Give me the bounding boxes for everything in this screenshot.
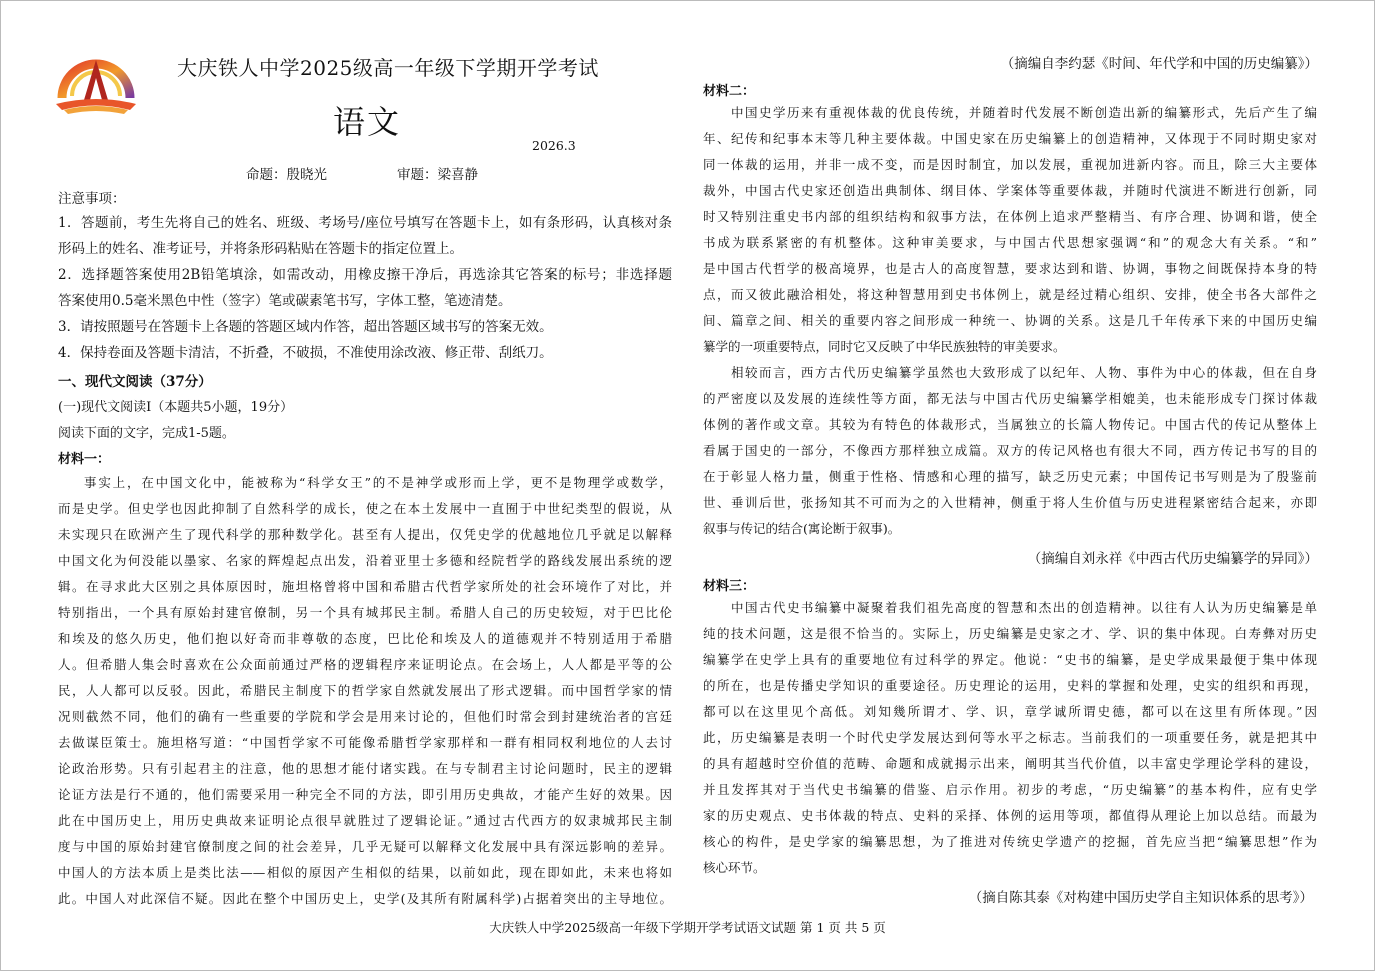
material1-line: 此在中国历史上，用历史典故来证明论点很早就胜过了逻辑论证。”通过古代西方的奴隶城邦民主制	[58, 813, 672, 828]
material3-line: 核心环节。	[703, 860, 766, 875]
material1-line: 度与中国的原始封建官僚制度之间的社会差异，几乎无疑可以解释文化发展中具有深远影响的差异。	[58, 839, 672, 854]
material2-line: 时又特别注重史书内部的组织结构和叙事方法，在体例上追求严整精当、有序合理、协调和谐，使全	[703, 209, 1317, 224]
notice-title: 注意事项：	[58, 191, 126, 207]
material2-line: 体例的著作或文章。其较为有特色的体裁形式，当属独立的长篇人物传记。中国古代的传记从整体上	[703, 417, 1317, 432]
section-instruction: 阅读下面的文字，完成1-5题。	[58, 426, 235, 441]
material2-line: 同一体裁的运用，并非一成不变，而是因时制宜，加以发展，重视加进新内容。而且，除三大主要体	[703, 157, 1317, 172]
source-1: （摘编自李约瑟《时间、年代学和中国的历史编纂》）	[1000, 56, 1318, 72]
material3-body	[703, 595, 1317, 881]
authors	[246, 163, 478, 183]
material1-line: 中国人的方法本质上是类比法——相似的原因产生相似的结果，以前如此，现在即如此，未来也将如	[58, 865, 672, 880]
notice-list	[58, 210, 672, 366]
material1-body	[58, 470, 672, 912]
material2-line: 叙事与传记的结合(寓论断于叙事)。	[703, 521, 901, 536]
material1-line: 民，人人都可以反驳。因此，希腊民主制度下的哲学家自然就发展出了形式逻辑。而中国哲学家的情	[58, 683, 672, 698]
material1-title: 材料一：	[58, 452, 111, 467]
source-3: （摘自陈其泰《对构建中国历史学自主知识体系的思考》）	[968, 890, 1313, 906]
school-logo-icon	[50, 38, 142, 118]
subject-title: 语文	[333, 103, 402, 141]
notice-line: 答案使用0.5毫米黑色中性（签字）笔或碳素笔书写，字体工整，笔迹清楚。	[58, 293, 512, 309]
material1-line: 此。中国人对此深信不疑。因此在整个中国历史上，史学(及其所有附属科学)占据着突出的主导地位。	[58, 891, 672, 906]
material2-line: 裁外，中国古代史家还创造出典制体、纲目体、学案体等重要体裁，并随时代演进不断进行创新，同	[703, 183, 1317, 198]
material1-line: 人。但希腊人集会时喜欢在公众面前通过严格的逻辑程序来证明论点。在会场上，人人都是平等的公	[58, 657, 672, 672]
page-footer: 大庆铁人中学2025级高一年级下学期开学考试语文试题 第 1 页 共 5 页	[489, 920, 886, 935]
material1-line: 中国文化为何没能以墨家、名家的辉煌起点出发，沿着亚里士多德和经院哲学的路线发展出系统的逻	[58, 553, 672, 568]
material2-line: 相较而言，西方古代历史编纂学虽然也大致形成了以纪年、人物、事件为中心的体裁，但在自身	[731, 365, 1317, 380]
material2-body	[703, 100, 1317, 542]
material2-line: 世、垂训后世，张扬知其不可而为之的入世精神，侧重于将人生价值与历史进程紧密结合起来，亦即	[703, 495, 1317, 510]
material3-line: 的所在，也是传播史学知识的重要途径。历史理论的运用，史料的掌握和处理，史实的组织和再现，	[703, 678, 1317, 693]
material1-line: 和埃及的悠久历史，他们抱以好奇而非尊敬的态度，巴比伦和埃及人的道德观并不特别适用于希腊	[58, 631, 672, 646]
material1-line: 而是史学。但史学也因此抑制了自然科学的成长，使之在本土发展中一直囿于中世纪类型的假说，从	[58, 501, 672, 516]
material3-line: 此，历史编纂是表明一个时代史学发展达到何等水平之标志。当前我们的一项重要任务，就是把其中	[703, 730, 1317, 745]
material2-line: 书成为联系紧密的有机整体。这种审美要求，与中国古代思想家强调“和”的观念大有关系。“和”	[703, 235, 1317, 250]
material2-title: 材料二：	[703, 84, 756, 99]
notice-line: 3．请按照题号在答题卡上各题的答题区域内作答，超出答题区域书写的答案无效。	[58, 319, 553, 335]
material2-line: 看属于国史的一部分，不像西方那样独立成篇。双方的传记风格也有很大不同，西方传记书写的目的	[703, 443, 1317, 458]
material3-line: 并且发挥其对于当代史书编纂的借鉴、启示作用。初步的考虑，“历史编纂”的基本构件，应有史学	[703, 782, 1317, 797]
material2-line: 年、纪传和纪事本末等几种主要体裁。中国史家在历史编纂上的创造精神，又体现于不同时期史家对	[703, 131, 1317, 146]
reviewer: 审题：梁喜静	[397, 167, 478, 183]
material3-line: 家的历史观点、史书体裁的特点、史料的采择、体例的运用等项，都值得从理论上加以总结。而最为	[703, 808, 1317, 823]
material1-line: 未实现只在欧洲产生了现代科学的那种数学化。甚至有人提出，仅凭史学的优越地位几乎就足以解释	[58, 527, 672, 542]
notice-line: 4．保持卷面及答题卡清洁，不折叠，不破损，不准使用涂改液、修正带、刮纸刀。	[58, 345, 553, 361]
material3-line: 核心的构件，是史学家的编纂思想，为了推进对传统史学遗产的挖掘，首先应当把“编纂思想”作为	[703, 834, 1317, 849]
school-title: 大庆铁人中学2025级高一年级下学期开学考试	[177, 56, 599, 80]
material3-line: 纯的技术问题，这是很不恰当的。实际上，历史编纂是史家之才、学、识的集中体现。白寿彝对历史	[703, 626, 1317, 641]
material1-line: 事实上，在中国文化中，能被称为“科学女王”的不是神学或形而上学，更不是物理学或数学，	[84, 475, 672, 490]
material2-line: 是中国古代哲学的极高境界，也是古人的高度智慧，要求达到和谐、协调，事物之间既保持本身的特	[703, 261, 1317, 276]
material1-line: 去做谋臣策士。施坦格写道：“中国哲学家不可能像希腊哲学家那样和一群有相同权利地位的人去讨	[58, 735, 672, 750]
material1-line: 辑。在寻求此大区别之具体原因时，施坦格曾将中国和希腊古代哲学家所处的社会环境作了对比，并	[58, 579, 672, 594]
proposer: 命题：殷晓光	[246, 167, 327, 183]
material1-line: 特别指出，一个具有原始封建官僚制，另一个具有城邦民主制。希腊人自己的历史较短，对于巴比伦	[58, 605, 672, 620]
material1-line: 论证方法是行不通的，他们需要采用一种完全不同的方法，即引用历史典故，才能产生好的效果。因	[58, 787, 672, 802]
exam-date: 2026.3	[532, 138, 576, 153]
notice-line: 形码上的姓名、准考证号，并将条形码粘贴在答题卡的指定位置上。	[58, 241, 463, 257]
material2-line: 的严密度以及发展的连续性等方面，都无法与中国古代历史编纂学相媲美，也未能形成专门探讨体裁	[703, 391, 1317, 406]
material2-line: 纂学的一项重要特点，同时它又反映了中华民族独特的审美要求。	[703, 339, 1066, 354]
material3-line: 中国古代史书编纂中凝聚着我们祖先高度的智慧和杰出的创造精神。以往有人认为历史编纂是单	[731, 600, 1317, 615]
material1-line: 论政治形势。只有引起君主的注意，他的思想才能付诸实践。在与专制君主讨论问题时，民主的逻辑	[58, 761, 672, 776]
notice-line: 2．选择题答案使用2B铅笔填涂，如需改动，用橡皮擦干净后，再选涂其它答案的标号；非选择题	[58, 267, 672, 283]
section-title: 一、现代文阅读（37分）	[58, 374, 212, 390]
material2-line: 在于彰显人格力量，侧重于性格、情感和心理的描写，缺乏历史元素；中国传记书写则是为了殷鉴前	[703, 469, 1317, 484]
notice-line: 1．答题前，考生先将自己的姓名、班级、考场号/座位号填写在答题卡上，如有条形码，认真核对条	[58, 215, 672, 231]
section-sub: (一)现代文阅读Ⅰ（本题共5小题，19分）	[58, 400, 294, 415]
material1-line: 况则截然不同，他们的确有一些重要的学院和学会是用来讨论的，但他们时常会到封建统治者的宫廷	[58, 709, 672, 724]
source-2: （摘编自刘永祥《中西古代历史编纂学的异同》）	[1027, 551, 1318, 567]
material3-title: 材料三：	[703, 579, 756, 594]
material3-line: 编纂学在史学上具有的重要地位有过科学的界定。他说：“史书的编纂，是史学成果最便于集中体现	[703, 652, 1317, 667]
material3-line: 的具有超越时空价值的范畴、命题和成就揭示出来，阐明其当代价值，以丰富史学理论学科的建设，	[703, 756, 1317, 771]
material2-line: 点，而又彼此融洽相处，将这种智慧用到史书体例上，就是经过精心组织、安排，使全书各大部件之	[703, 287, 1317, 302]
material2-line: 中国史学历来有重视体裁的优良传统，并随着时代发展不断创造出新的编纂形式，先后产生了编	[731, 105, 1317, 120]
material3-line: 都可以在这里见个高低。刘知幾所谓才、学、识，章学诚所谓史德，都可以在这里有所体现。”因	[703, 704, 1317, 719]
material2-line: 间、篇章之间、相关的重要内容之间形成一种统一、协调的关系。这是几千年传承下来的中国历史编	[703, 313, 1317, 328]
